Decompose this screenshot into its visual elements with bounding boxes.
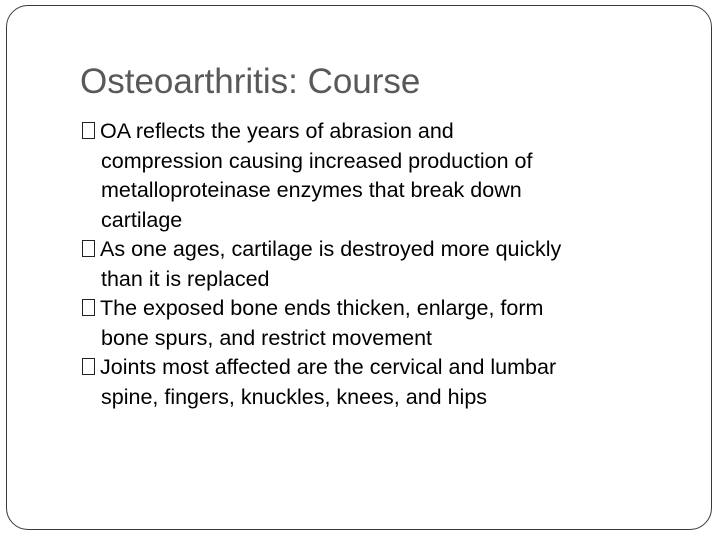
- missing-glyph-box-icon: [82, 358, 95, 375]
- bullet-text-line: compression causing increased production of: [101, 148, 533, 173]
- missing-glyph-box-icon: [82, 240, 95, 257]
- bullet-text-line: metalloproteinase enzymes that break down: [101, 178, 522, 202]
- bullet-text-line: bone spurs, and restrict movement: [101, 325, 433, 350]
- bullet-item: [82, 235, 692, 294]
- bullet-text-line: cartilage: [101, 207, 183, 232]
- bullet-text-line: than it is replaced: [101, 266, 270, 291]
- slide-title: Osteoarthritis: Course: [80, 62, 421, 101]
- bullet-item: [82, 294, 692, 353]
- bullet-item: [82, 117, 692, 235]
- bullet-list: [82, 117, 692, 412]
- bullet-text-line: Joints most affected are the cervical and lumbar: [100, 355, 557, 379]
- bullet-text-line: spine, fingers, knuckles, knees, and hips: [101, 384, 488, 409]
- bullet-text-line: OA reflects the years of abrasion and: [100, 119, 454, 143]
- bullet-item: [82, 353, 692, 412]
- bullet-text-line: The exposed bone ends thicken, enlarge, form: [100, 296, 544, 320]
- missing-glyph-box-icon: [82, 122, 95, 139]
- missing-glyph-box-icon: [82, 299, 95, 316]
- bullet-text-line: As one ages, cartilage is destroyed more quickly: [100, 237, 562, 261]
